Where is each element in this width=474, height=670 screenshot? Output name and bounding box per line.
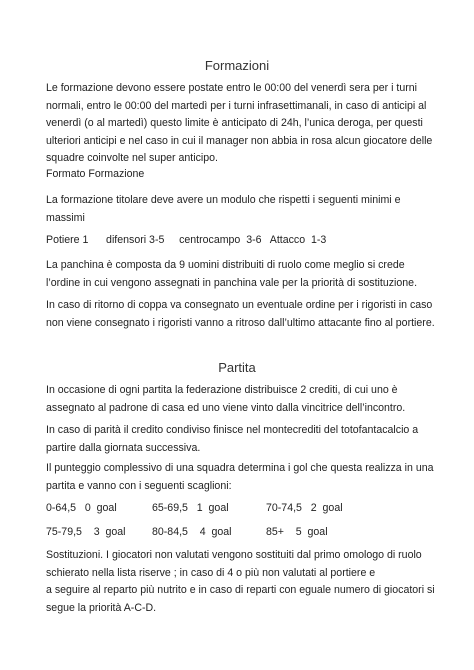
text-line: ulteriori anticipi e nel caso in cui il manager non abbia in rosa alcun giocatore delle <box>46 134 433 147</box>
text-line: partita e vanno con i seguenti scaglioni: <box>46 479 232 492</box>
paragraph-crediti <box>46 382 441 417</box>
score-bracket: 70-74,5 2 goal <box>266 502 343 514</box>
text-line: Le formazione devono essere postate entro le 00:00 del venerdì sera per i turni <box>46 82 418 94</box>
paragraph-deadline <box>46 80 441 168</box>
score-bracket: 65-69,5 1 goal <box>152 502 229 514</box>
paragraph-sostituzioni <box>46 547 441 617</box>
text-line: a seguire al reparto più nutrito e in caso di reparti con eguale numero di giocatori si <box>46 584 435 596</box>
text-line: Il punteggio complessivo di una squadra determina i gol che questa realizza in una <box>46 462 434 474</box>
section-title-formazioni: Formazioni <box>204 58 270 73</box>
text-line: schierato nella lista riserve ; in caso di 4 o più non valutati al portiere e <box>46 566 376 579</box>
score-brackets-row <box>46 524 441 541</box>
score-brackets-row <box>46 500 441 517</box>
paragraph-punteggio <box>46 460 441 495</box>
text-line: non viene consegnato i rigoristi vanno a ritroso dall’ultimo attacante fino al portiere. <box>46 316 435 329</box>
paragraph-rigoristi <box>46 297 441 332</box>
score-bracket: 75-79,5 3 goal <box>46 526 126 538</box>
paragraph-panchina <box>46 257 441 292</box>
text-line: In caso di ritorno di coppa va consegnato un eventuale ordine per i rigoristi in caso <box>46 299 433 311</box>
text-line: venerdì (o al martedì) questo limite è anticipato di 24h, l’unica deroga, per questi <box>46 117 423 129</box>
paragraph-limiti-ruoli <box>46 232 441 250</box>
text-line: La formazione titolare deve avere un modulo che rispetti i seguenti minimi e <box>46 194 401 206</box>
text-line: La panchina è composta da 9 uomini distribuiti di ruolo come meglio si crede <box>46 259 405 271</box>
score-bracket: 85+ 5 goal <box>266 526 328 538</box>
text-line: segue la priorità A-C-D. <box>46 601 157 614</box>
text-line: Formato Formazione <box>46 168 145 180</box>
text-line: squadre coinvolte nel super anticipo. <box>46 152 218 164</box>
text-line: massimi <box>46 211 85 224</box>
paragraph-modulo <box>46 192 441 227</box>
text-line: normali, entro le 00:00 del martedì per i turni infrasettimanali, in caso di anticipi al <box>46 99 427 112</box>
text-line: Potiere 1 difensori 3-5 centrocampo 3-6 Attacco 1-3 <box>46 234 327 246</box>
text-line: partire dalla giornata successiva. <box>46 441 201 454</box>
text-line: In occasione di ogni partita la federazione distribuisce 2 crediti, di cui uno è <box>46 384 398 396</box>
text-line: l’ordine in cui vengono assegnati in panchina vale per la priorità di sostituzione. <box>46 276 418 289</box>
score-bracket: 0-64,5 0 goal <box>46 502 117 514</box>
text-line: Sostituzioni. I giocatori non valutati vengono sostituiti dal primo omologo di ruolo <box>46 549 422 561</box>
section-title-partita: Partita <box>218 360 256 375</box>
score-bracket: 80-84,5 4 goal <box>152 526 232 538</box>
text-line: In caso di parità il credito condiviso finisce nel montecrediti del totofantacalcio a <box>46 424 419 436</box>
paragraph-formato <box>46 166 441 184</box>
text-line: assegnato al padrone di casa ed uno viene vinto dalla vincitrice dell’incontro. <box>46 401 406 414</box>
paragraph-parita <box>46 422 441 457</box>
